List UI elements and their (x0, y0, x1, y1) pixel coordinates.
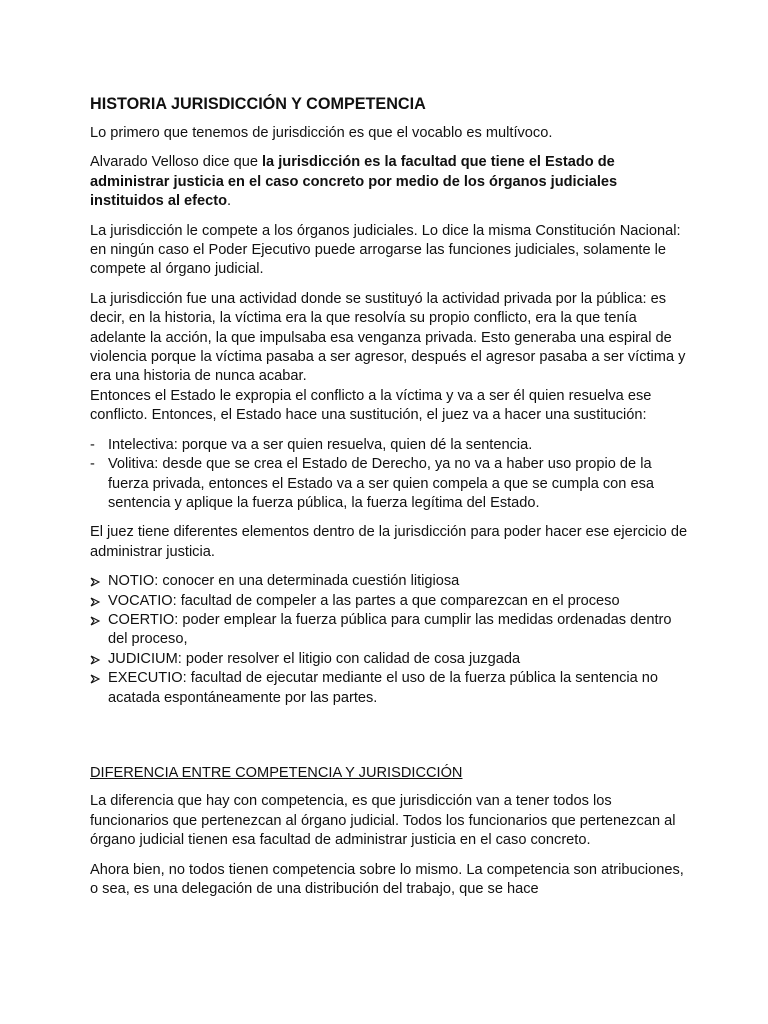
sustitucion-list (90, 436, 690, 514)
section-heading: DIFERENCIA ENTRE COMPETENCIA Y JURISDICCIÓN (90, 764, 463, 781)
arrowhead-bullet-icon (90, 577, 101, 587)
dash-marker: - (90, 456, 95, 473)
list-item (90, 455, 690, 513)
definition-bold: la jurisdicción es la facultad que tiene el Estado de administrar justicia en el caso concreto por medio de los órganos judiciales instituidos al efecto (90, 154, 618, 210)
list-item (90, 669, 690, 708)
dash-marker: - (90, 436, 95, 453)
list-item-text: VOCATIO: facultad de compeler a las partes a que comparezcan en el proceso (108, 592, 620, 609)
list-item-text: Volitiva: desde que se crea el Estado de Derecho, ya no va a haber uso propio de la fuerza privada, entonces el Estado va a ser quien compela a que se cumpla con esa sentencia y aplique la fuerza pública, la fuerza legítima del Estado. (108, 456, 654, 511)
paragraph-definicion (90, 153, 690, 211)
paragraph-historia (90, 290, 690, 426)
arrowhead-bullet-icon (90, 674, 101, 684)
document-body (90, 93, 690, 909)
historia-text: La jurisdicción fue una actividad donde se sustituyó la actividad privada por la pública: es decir, en la historia, la víctima era la que resolvía su propio conflicto, era la que tenía adelante la acción, la que impulsaba esa venganza privada. Esto generaba una espiral de violencia porque la víctima pasaba a ser agresor, después el agresor pasaba a ser víctima y era una historia de nunca acabar. (90, 290, 686, 385)
list-item-text: Intelectiva: porque va a ser quien resuelva, quien dé la sentencia. (108, 436, 533, 453)
list-item (90, 436, 690, 455)
paragraph-diferencia: La diferencia que hay con competencia, es que jurisdicción van a tener todos los funcionarios que pertenezcan al órgano judicial. Todos los funcionarios que pertenezcan al órgano judicial tienen esa facultad de administrar justicia en el caso concreto. (90, 793, 676, 849)
list-item-text: COERTIO: poder emplear la fuerza pública para cumplir las medidas ordenadas dentro del proceso, (108, 611, 672, 648)
list-item-text: NOTIO: conocer en una determinada cuestión litigiosa (108, 573, 460, 590)
arrowhead-bullet-icon (90, 616, 101, 626)
elementos-list (90, 572, 690, 708)
paragraph-vocablo: Lo primero que tenemos de jurisdicción es que el vocablo es multívoco. (90, 125, 553, 141)
list-item (90, 572, 690, 591)
list-item (90, 592, 690, 611)
list-item-text: JUDICIUM: poder resolver el litigio con calidad de cosa juzgada (108, 650, 521, 667)
paragraph-elementos: El juez tiene diferentes elementos dentro de la jurisdicción para poder hacer ese ejercicio de administrar justicia. (90, 524, 688, 560)
list-item-text: EXECUTIO: facultad de ejecutar mediante el uso de la fuerza pública la sentencia no acatada espontáneamente por las partes. (108, 670, 659, 706)
section-spacer (90, 718, 690, 764)
list-item (90, 650, 690, 669)
arrowhead-bullet-icon (90, 655, 101, 665)
document-title: HISTORIA JURISDICCIÓN Y COMPETENCIA (90, 95, 426, 113)
sustitucion-text: Entonces el Estado le expropia el conflicto a la víctima y va a ser él quien resuelva ese conflicto. Entonces, el Estado hace una sustitución, el juez va a hacer una sustitución: (90, 387, 652, 424)
list-item (90, 611, 690, 650)
definition-lead: Alvarado Velloso dice que (90, 154, 262, 171)
paragraph-competencia: Ahora bien, no todos tienen competencia sobre lo mismo. La competencia son atribuciones, o sea, es una delegación de una distribución del trabajo, que se hace (90, 861, 684, 897)
arrowhead-bullet-icon (90, 597, 101, 607)
paragraph-organos: La jurisdicción le compete a los órganos judiciales. Lo dice la misma Constitución Nacional: en ningún caso el Poder Ejecutivo puede arrogarse las funciones judiciales, solamente le compete al órgano judicial. (90, 222, 681, 278)
definition-tail: . (227, 193, 232, 210)
